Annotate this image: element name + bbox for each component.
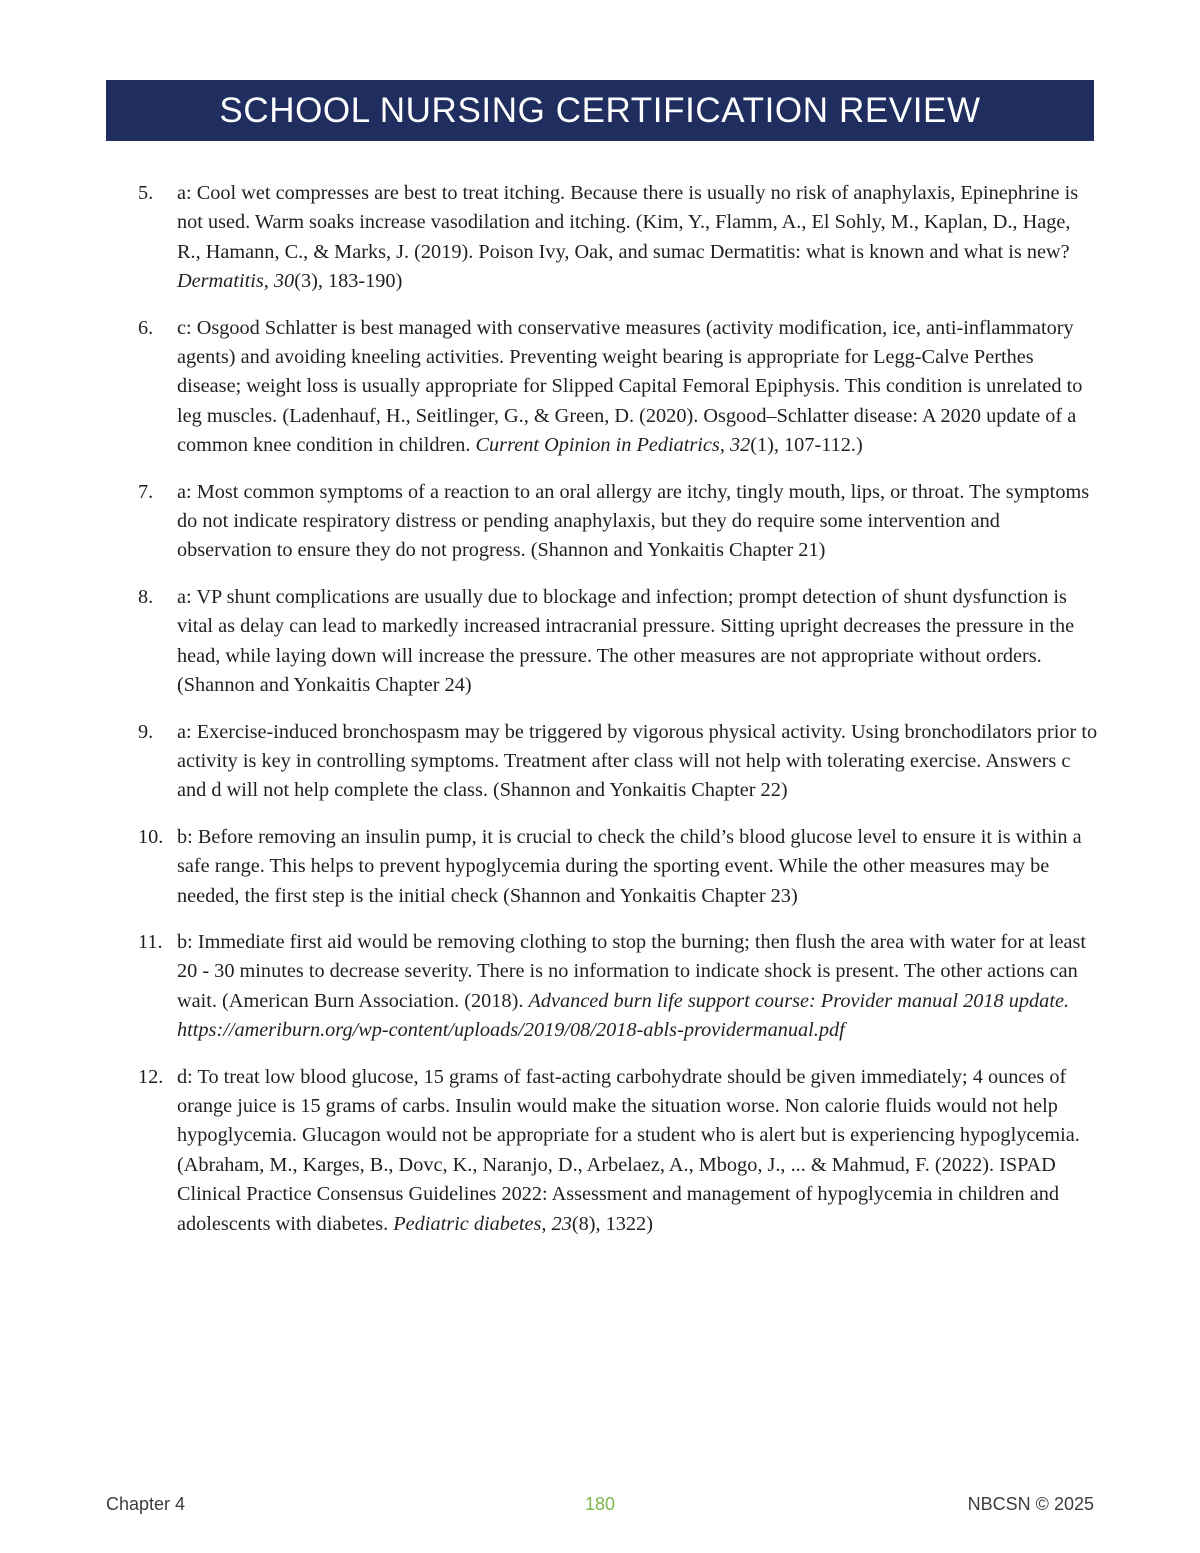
answer-text-part: ,: [263, 270, 274, 293]
answer-number: 6.: [138, 316, 154, 339]
answer-number: 12.: [138, 1065, 164, 1088]
journal-title: Current Opinion in Pediatrics: [475, 434, 720, 457]
journal-volume: 23: [551, 1212, 572, 1235]
page-footer: [106, 1494, 1094, 1518]
answer-text-part: a: Most common symptoms of a reaction to an oral allergy are itchy, tingly mouth, lips, or throat. The symptoms do not indicate respiratory distress or pending anaphylaxis, but they do require some intervention and observation to ensure they do not progress. (Shannon and Yonkaitis Chapter 21): [177, 480, 1090, 562]
answer-text-part: a: VP shunt complications are usually due to blockage and infection; prompt detection of shunt dysfunction is vital as delay can lead to markedly increased intracranial pressure. Sitting upright decreases the pressure in the head, while laying down will increase the pressure. The other measures are not appropriate without orders. (Shannon and Yonkaitis Chapter 24): [177, 585, 1075, 697]
answer-text-part: a: Exercise-induced bronchospasm may be triggered by vigorous physical activity. Using bronchodilators prior to activity is key in controlling symptoms. Treatment after class will not help with tolerating exercise. Answers c and d will not help complete the class. (Shannon and Yonkaitis Chapter 22): [177, 720, 1098, 802]
answer-text-part: (8), 1322): [571, 1212, 653, 1235]
answer-item: [138, 1063, 1098, 1239]
answer-item: [138, 478, 1098, 566]
answer-number: 8.: [138, 585, 154, 608]
footer-chapter: Chapter 4: [106, 1494, 186, 1514]
answer-item: [138, 583, 1098, 701]
answer-number: 7.: [138, 480, 154, 503]
reference-title: Advanced burn life support course: Provider manual 2018 update. https://ameriburn.org/wp-content/uploads/2019/08/2018-abls-providermanual.pdf: [177, 989, 1070, 1042]
answer-text-part: c: Osgood Schlatter is best managed with conservative measures (activity modification, ice, anti-inflammatory agents) and avoiding kneeling activities. Preventing weight bearing is appropriate for Legg-Calve Perthes disease; weight loss is usually appropriate for Slipped Capital Femoral Epiphysis. This condition is unrelated to leg muscles. (Ladenhauf, H., Seitlinger, G., & Green, D. (2020). Osgood–Schlatter disease: A 2020 update of a common knee condition in children.: [177, 316, 1083, 457]
answer-number: 10.: [138, 825, 164, 848]
answer-text: [177, 928, 1098, 1046]
header-banner: [106, 80, 1094, 141]
answer-text-part: a: Cool wet compresses are best to treat itching. Because there is usually no risk of anaphylaxis, Epinephrine is not used. Warm soaks increase vasodilation and itching. (Kim, Y., Flamm, A., El Sohly, M., Kaplan, D., Hage, R., Hamann, C., & Marks, J. (2019). Poison Ivy, Oak, and sumac Dermatitis: what is known and what is new?: [177, 182, 1079, 263]
answer-text-part: ,: [541, 1212, 552, 1235]
answer-text-part: b: Immediate first aid would be removing clothing to stop the burning; then flush the area with water for at least 20 - 30 minutes to decrease severity. There is no information to indicate shock is present. The other actions can wait. (American Burn Association. (2018).: [177, 930, 1087, 1012]
answer-list: [138, 179, 1098, 1256]
answer-text: [177, 718, 1098, 806]
answer-text-part: ,: [719, 434, 730, 457]
answer-item: [138, 718, 1098, 806]
answer-text-part: b: Before removing an insulin pump, it is crucial to check the child’s blood glucose level to ensure it is within a safe range. This helps to prevent hypoglycemia during the sporting event. While the other measures may be needed, the first step is the initial check (Shannon and Yonkaitis Chapter 23): [177, 825, 1082, 907]
answer-text: [177, 1063, 1098, 1239]
journal-title: Dermatitis: [177, 270, 264, 293]
answer-text: [177, 583, 1098, 701]
journal-title: Pediatric diabetes: [393, 1212, 542, 1235]
answer-text: [177, 314, 1098, 461]
answer-item: [138, 928, 1098, 1046]
answer-number: 5.: [138, 182, 154, 204]
answer-item: [138, 179, 1098, 297]
answer-number: 11.: [138, 930, 163, 953]
answer-text-part: (3), 183-190): [294, 270, 403, 293]
answer-item: [138, 823, 1098, 911]
footer-page-number: 180: [584, 1494, 616, 1514]
answer-text: [177, 823, 1098, 911]
journal-volume: 30: [273, 270, 295, 293]
answer-text-part: (1), 107-112.): [750, 434, 863, 457]
answer-text: [177, 179, 1098, 297]
footer-copyright: NBCSN © 2025: [967, 1494, 1094, 1514]
header-title: SCHOOL NURSING CERTIFICATION REVIEW: [219, 90, 981, 130]
answer-text: [177, 478, 1098, 566]
answer-text-part: d: To treat low blood glucose, 15 grams of fast-acting carbohydrate should be given immediately; 4 ounces of orange juice is 15 grams of carbs. Insulin would make the situation worse. Non calorie fluids would not help hypoglycemia. Glucagon would not be appropriate for a student who is alert but is experiencing hypoglycemia. (Abraham, M., Karges, B., Dovc, K., Naranjo, D., Arbelaez, A., Mbogo, J., ... & Mahmud, F. (2022). ISPAD Clinical Practice Consensus Guidelines 2022: Assessment and management of hypoglycemia in children and adolescents with diabetes.: [177, 1065, 1080, 1235]
answer-number: 9.: [138, 720, 154, 743]
journal-volume: 32: [729, 434, 751, 457]
answer-item: [138, 314, 1098, 461]
